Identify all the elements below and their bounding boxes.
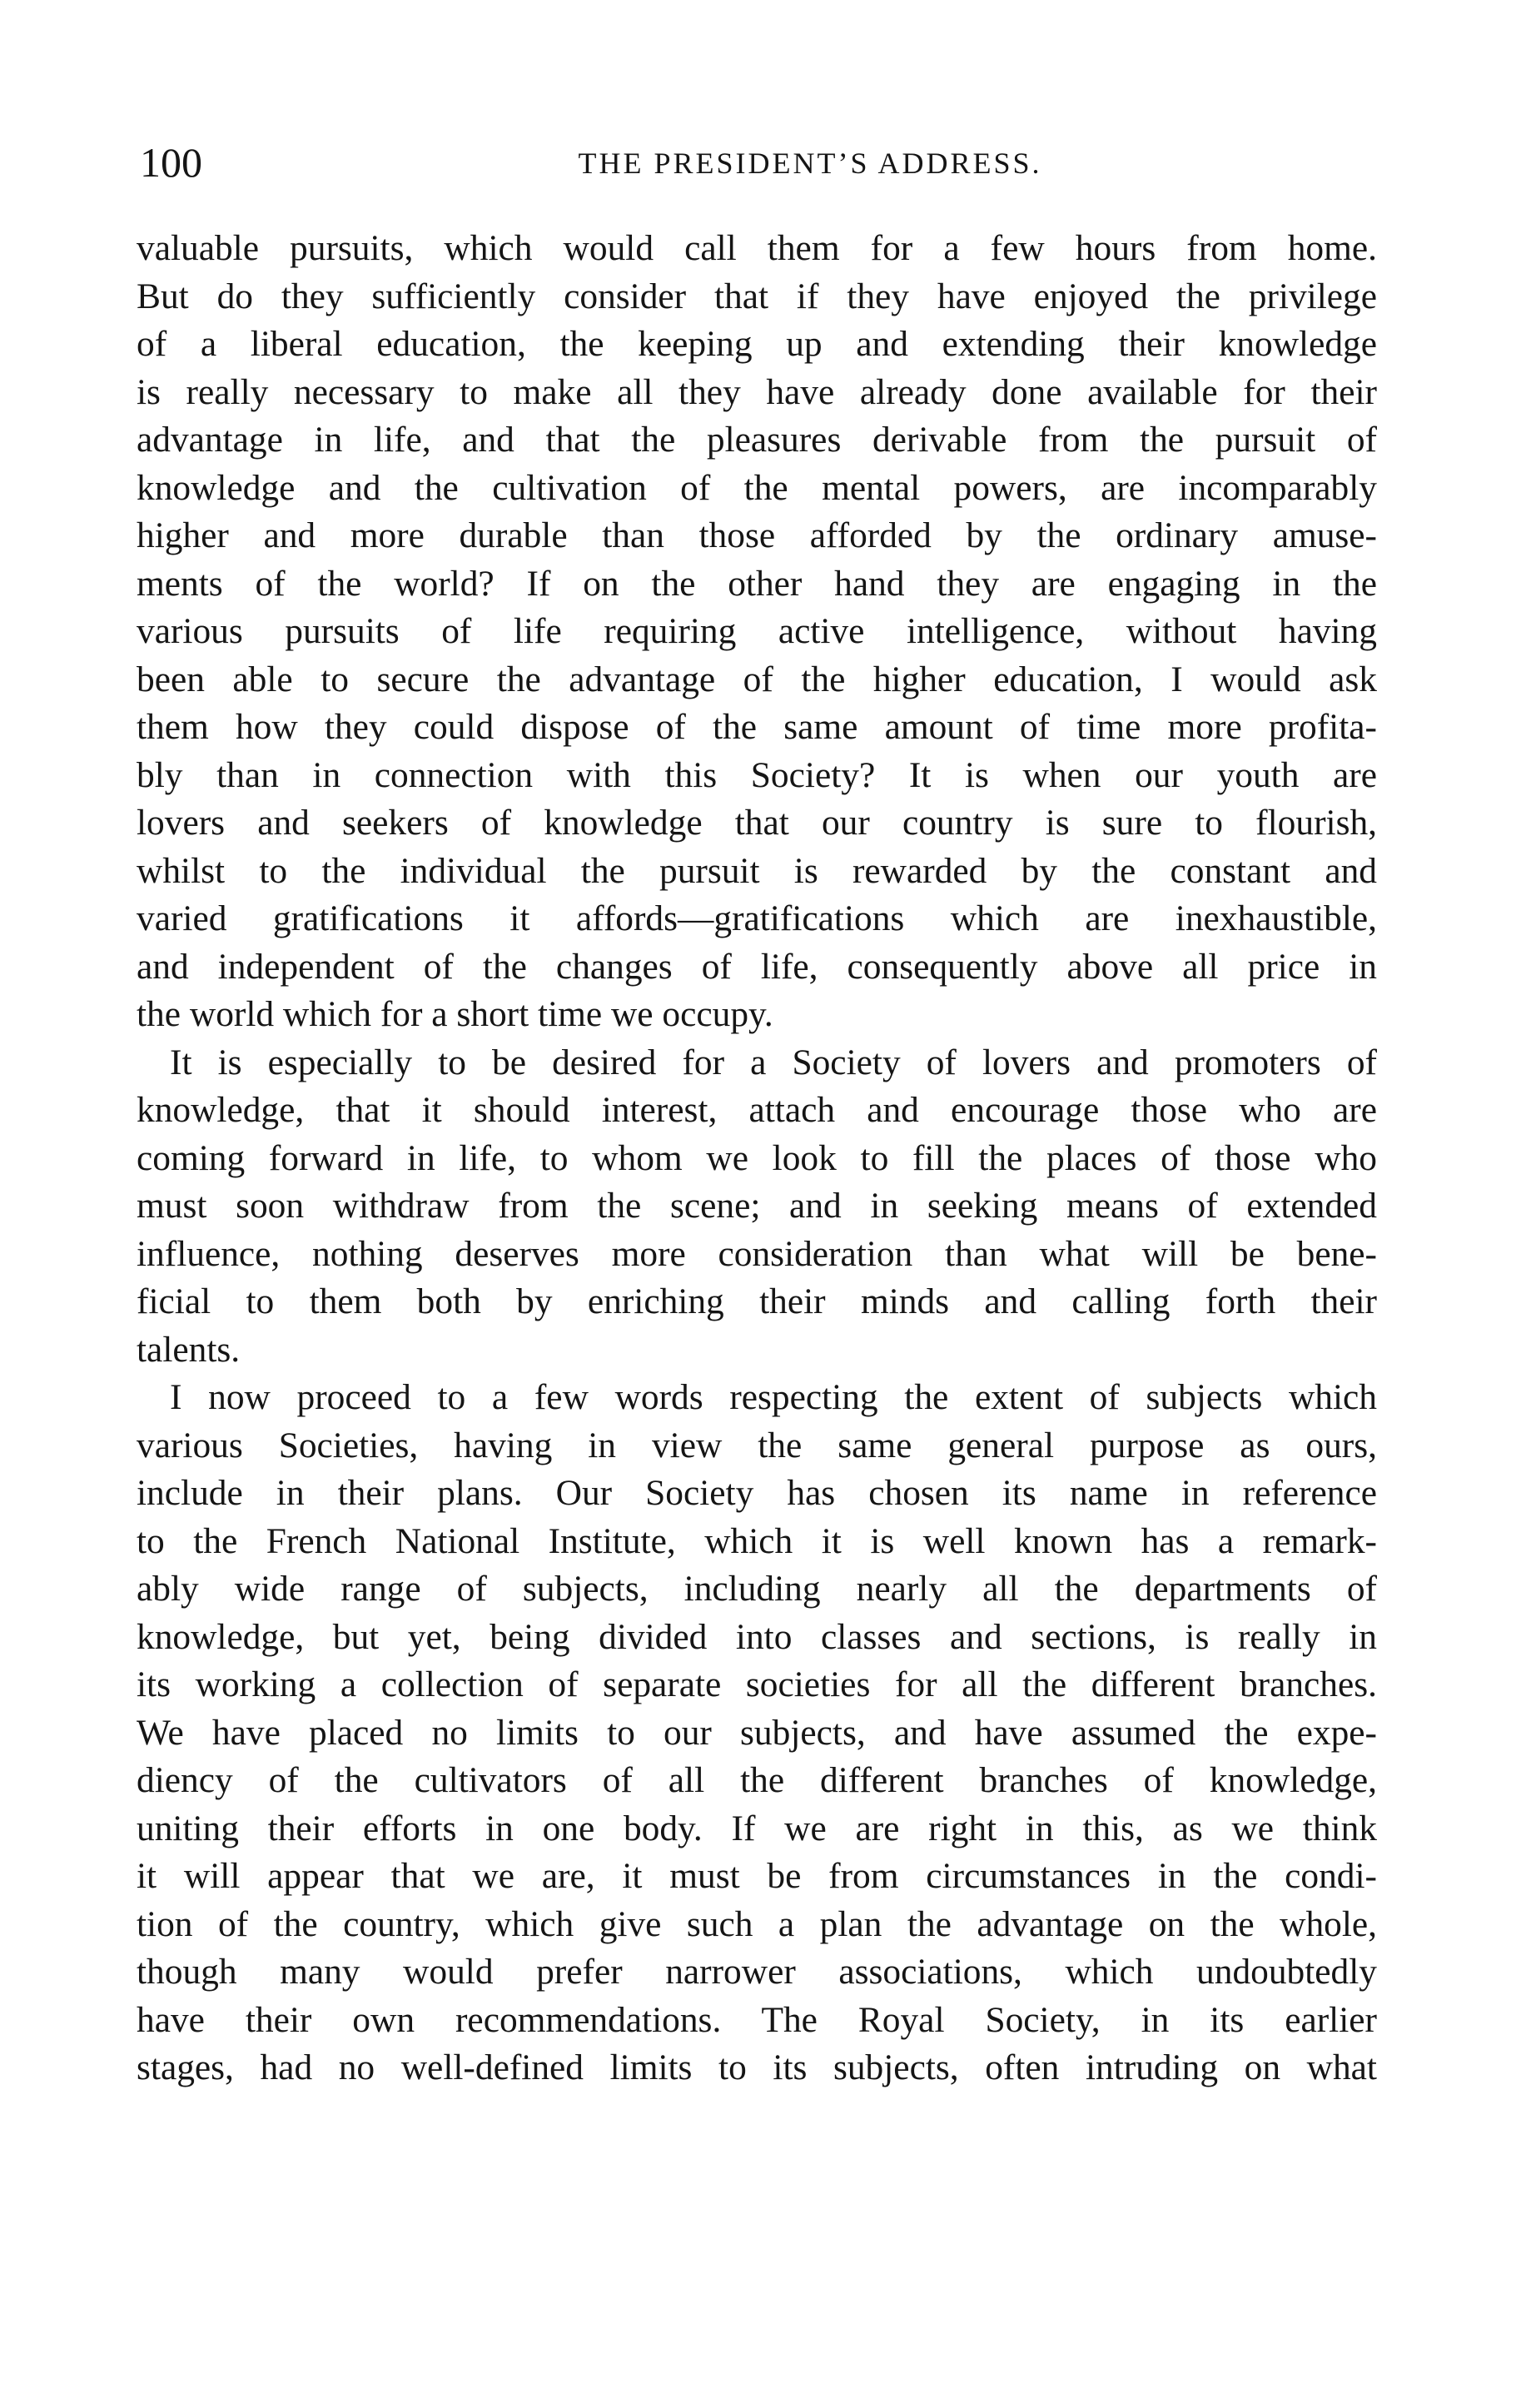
text-line: though many would prefer narrower associations, which undoubtedly	[137, 1952, 1377, 1992]
text-line: ficial to them both by enriching their minds and calling forth their	[137, 1281, 1377, 1321]
text-line: coming forward in life, to whom we look to fill the places of those who	[137, 1137, 1377, 1178]
text-line: higher and more durable than those afforded by the ordinary amuse-	[137, 515, 1377, 555]
text-line: We have placed no limits to our subjects, and have assumed the expe-	[137, 1712, 1377, 1753]
text-line: lovers and seekers of knowledge that our country is sure to flourish,	[137, 803, 1377, 843]
text-line: various pursuits of life requiring active intelligence, without having	[137, 611, 1377, 651]
text-line: knowledge, but yet, being divided into classes and sections, is really in	[137, 1616, 1377, 1657]
text-line: to the French National Institute, which it is well known has a remark-	[137, 1520, 1377, 1561]
text-line: knowledge and the cultivation of the mental powers, are incomparably	[137, 467, 1377, 508]
text-line: advantage in life, and that the pleasures derivable from the pursuit of	[137, 420, 1377, 460]
text-line: valuable pursuits, which would call them for a few hours from home.	[137, 228, 1377, 268]
paragraph-start: It is especially to be desired for a Society of lovers and promoters of	[170, 1042, 1377, 1082]
text-line: talents.	[137, 1329, 241, 1370]
text-line: whilst to the individual the pursuit is rewarded by the constant and	[137, 850, 1377, 891]
page-header	[140, 133, 1372, 192]
text-line: its working a collection of separate societies for all the different branches.	[137, 1664, 1377, 1704]
text-line: ably wide range of subjects, including nearly all the departments of	[137, 1569, 1377, 1609]
paragraph-start: I now proceed to a few words respecting the extent of subjects which	[170, 1377, 1377, 1417]
text-line: them how they could dispose of the same amount of time more profita-	[137, 707, 1377, 747]
text-line: stages, had no well-defined limits to its subjects, often intruding on what	[137, 2047, 1377, 2087]
text-line: of a liberal education, the keeping up and extending their knowledge	[137, 324, 1377, 364]
text-line: knowledge, that it should interest, attach and encourage those who are	[137, 1090, 1377, 1130]
text-line: been able to secure the advantage of the higher education, I would ask	[137, 659, 1377, 699]
running-title: THE PRESIDENT’S ADDRESS.	[578, 147, 1042, 180]
text-line: it will appear that we are, it must be from circumstances in the condi-	[137, 1856, 1377, 1896]
text-line: varied gratifications it affords—gratifications which are inexhaustible,	[137, 898, 1377, 938]
text-line: ments of the world? If on the other hand they are engaging in the	[137, 563, 1377, 604]
text-line: influence, nothing deserves more consideration than what will be bene-	[137, 1233, 1377, 1274]
text-line: various Societies, having in view the same general purpose as ours,	[137, 1425, 1377, 1465]
text-line: bly than in connection with this Society? It is when our youth are	[137, 754, 1377, 795]
text-line: uniting their efforts in one body. If we are right in this, as we think	[137, 1808, 1377, 1848]
page-number: 100	[140, 139, 202, 186]
text-line: include in their plans. Our Society has chosen its name in reference	[137, 1473, 1377, 1513]
text-line: must soon withdraw from the scene; and in seeking means of extended	[137, 1186, 1377, 1226]
body-text	[137, 225, 1377, 2092]
text-line: is really necessary to make all they have already done available for their	[137, 371, 1377, 412]
text-line: have their own recommendations. The Royal Society, in its earlier	[137, 1999, 1377, 2040]
text-line: diency of the cultivators of all the different branches of knowledge,	[137, 1760, 1377, 1800]
text-line: tion of the country, which give such a plan the advantage on the whole,	[137, 1903, 1377, 1944]
text-line: the world which for a short time we occupy.	[137, 994, 773, 1034]
text-line: But do they sufficiently consider that if they have enjoyed the privilege	[137, 276, 1377, 316]
text-line: and independent of the changes of life, consequently above all price in	[137, 946, 1377, 987]
